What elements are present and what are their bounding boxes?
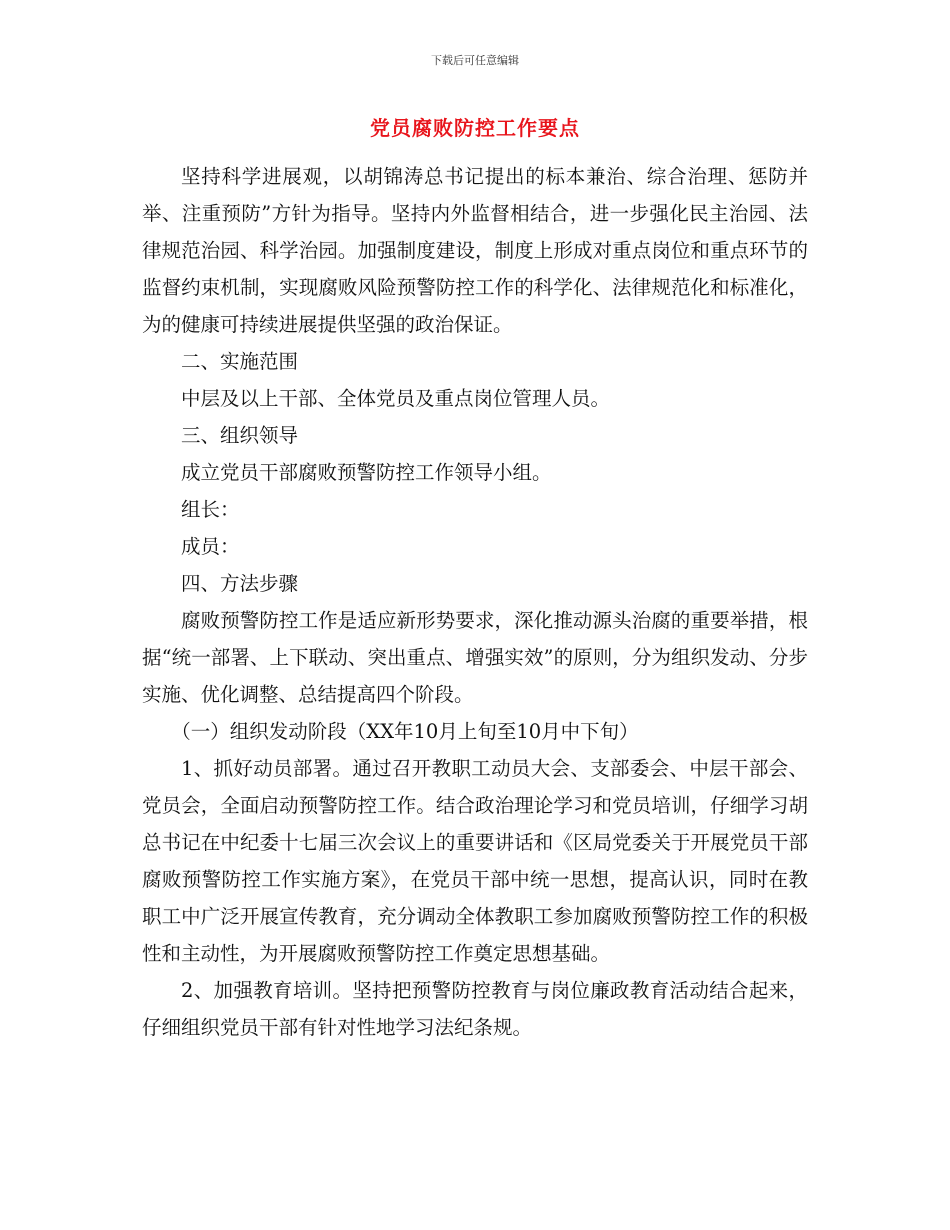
section-heading-methods: 四、方法步骤 bbox=[181, 572, 299, 595]
document-title: 党员腐败防控工作要点 bbox=[370, 116, 580, 140]
paragraph-leadership: 成立党员干部腐败预警防控工作领导小组。 bbox=[181, 461, 552, 484]
paragraph-group-leader: 组长： bbox=[181, 498, 240, 521]
paragraph-mobilization: 1、抓好动员部署。通过召开教职工动员大会、支部委会、中层干部会、党员会，全面启动预警防控工作。结合政治理论学习和党员培训，仔细学习胡总书记在中纪委十七届三次会议上的重要讲话和《区局党委关于开展党员干部腐败预警防控工作实施方案》，在党员干部中统一思想，提高认识，同时在教职工中广泛开展宣传教育，充分调动全体教职工参加腐败预警防控工作的积极性和主动性，为开展腐败预警防控工作奠定思想基础。 bbox=[142, 757, 808, 965]
paragraph-members: 成员： bbox=[181, 535, 240, 558]
paragraph-guiding-principle: 坚持科学进展观，以胡锦涛总书记提出的标本兼治、综合治理、惩防并举、注重预防”方针为指导。坚持内外监督相结合，进一步强化民主治园、法律规范治园、科学治园。加强制度建设，制度上形成对重点岗位和重点环节的监督约束机制，实现腐败风险预警防控工作的科学化、法律规范化和标准化，为的健康可持续进展提供坚强的政治保证。 bbox=[142, 165, 808, 336]
document-body bbox=[142, 158, 808, 1046]
page-header-note: 下载后可任意编辑 bbox=[431, 54, 519, 67]
section-heading-leadership: 三、组织领导 bbox=[181, 424, 299, 447]
paragraph-methods: 腐败预警防控工作是适应新形势要求，深化推动源头治腐的重要举措，根据“统一部署、上下联动、突出重点、增强实效”的原则，分为组织发动、分步实施、优化调整、总结提高四个阶段。 bbox=[142, 609, 808, 706]
subsection-heading-stage-one: （一）组织发动阶段（XX年10月上旬至10月中下旬） bbox=[171, 720, 639, 743]
paragraph-scope: 中层及以上干部、全体党员及重点岗位管理人员。 bbox=[181, 387, 611, 410]
section-heading-scope: 二、实施范围 bbox=[181, 350, 299, 373]
paragraph-training: 2、加强教育培训。坚持把预警防控教育与岗位廉政教育活动结合起来，仔细组织党员干部有针对性地学习法纪条规。 bbox=[142, 979, 808, 1039]
